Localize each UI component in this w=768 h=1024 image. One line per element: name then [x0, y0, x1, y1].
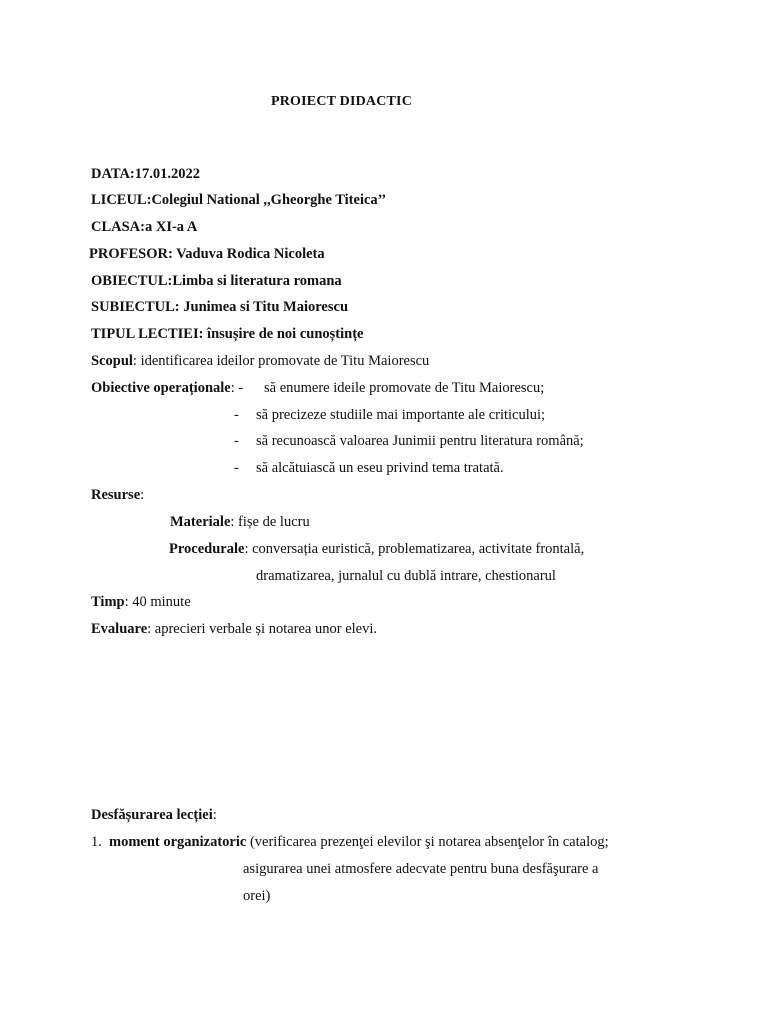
objectives-label: Obiective operaționale	[91, 380, 231, 396]
procedures-text: : conversația euristică, problematizarea, activitate frontală,	[244, 541, 585, 557]
objective-dash: -	[234, 433, 239, 449]
topic-line: SUBIECTUL: Junimea si Titu Maiorescu	[91, 299, 349, 315]
school-line	[91, 191, 386, 209]
subject-area-value: Limba si literatura romana	[172, 273, 342, 289]
school-label: LICEUL:	[91, 192, 152, 208]
objective-dash: -	[234, 460, 239, 476]
materials-label: Materiale	[170, 514, 231, 530]
time-line	[91, 593, 191, 611]
objectives-line	[91, 379, 243, 397]
materials-text: : fișe de lucru	[230, 514, 310, 530]
procedures-line	[169, 540, 584, 558]
objective-item: să alcătuiască un eseu privind tema tratată.	[256, 460, 504, 476]
objective-item: să recunoască valoarea Junimii pentru literatura română;	[256, 433, 584, 449]
purpose-label: Scopul	[91, 353, 133, 369]
time-text: : 40 minute	[124, 594, 191, 610]
evaluation-line	[91, 620, 377, 638]
lesson-flow-colon: :	[212, 807, 217, 823]
step-continuation: asigurarea unei atmosfere adecvate pentru buna desfăşurare a	[243, 861, 599, 877]
step-text: (verificarea prezenţei elevilor şi notarea absenţelor în catalog;	[249, 834, 609, 850]
purpose-text: : identificarea ideilor promovate de Titu Maiorescu	[132, 353, 430, 369]
teacher-line: PROFESOR: Vaduva Rodica Nicoleta	[89, 246, 325, 262]
objective-item: să enumere ideile promovate de Titu Maiorescu;	[264, 380, 545, 396]
procedures-continuation: dramatizarea, jurnalul cu dublă intrare, chestionarul	[256, 568, 556, 584]
objectives-lead: : -	[230, 380, 244, 396]
purpose-line	[91, 352, 429, 370]
resources-label: Resurse	[91, 487, 141, 503]
resources-colon: :	[140, 487, 145, 503]
lesson-type-line: TIPUL LECTIEI: însușire de noi cunoștințe	[91, 326, 364, 342]
step-line	[109, 833, 609, 851]
lesson-flow-heading	[91, 806, 217, 824]
school-value: Colegiul National ,,Gheorghe Titeica’’	[151, 192, 387, 208]
step-label: moment organizatoric	[109, 834, 247, 850]
step-number: 1.	[91, 834, 102, 850]
objective-dash: -	[234, 407, 239, 423]
time-label: Timp	[91, 594, 125, 610]
document-title: PROIECT DIDACTIC	[271, 94, 413, 109]
step-continuation: orei)	[243, 888, 271, 904]
evaluation-text: : aprecieri verbale și notarea unor elevi.	[147, 621, 377, 637]
materials-line	[170, 513, 310, 531]
class-line: CLASA:a XI-a A	[91, 219, 198, 235]
subject-area-line	[91, 272, 342, 290]
objective-item: să precizeze studiile mai importante ale criticului;	[256, 407, 546, 423]
lesson-flow-label: Desfășurarea lecției	[91, 807, 213, 823]
resources-line	[91, 486, 144, 504]
procedures-label: Procedurale	[169, 541, 245, 557]
date-line: DATA:17.01.2022	[91, 166, 201, 182]
evaluation-label: Evaluare	[91, 621, 148, 637]
subject-area-label: OBIECTUL:	[91, 273, 173, 289]
